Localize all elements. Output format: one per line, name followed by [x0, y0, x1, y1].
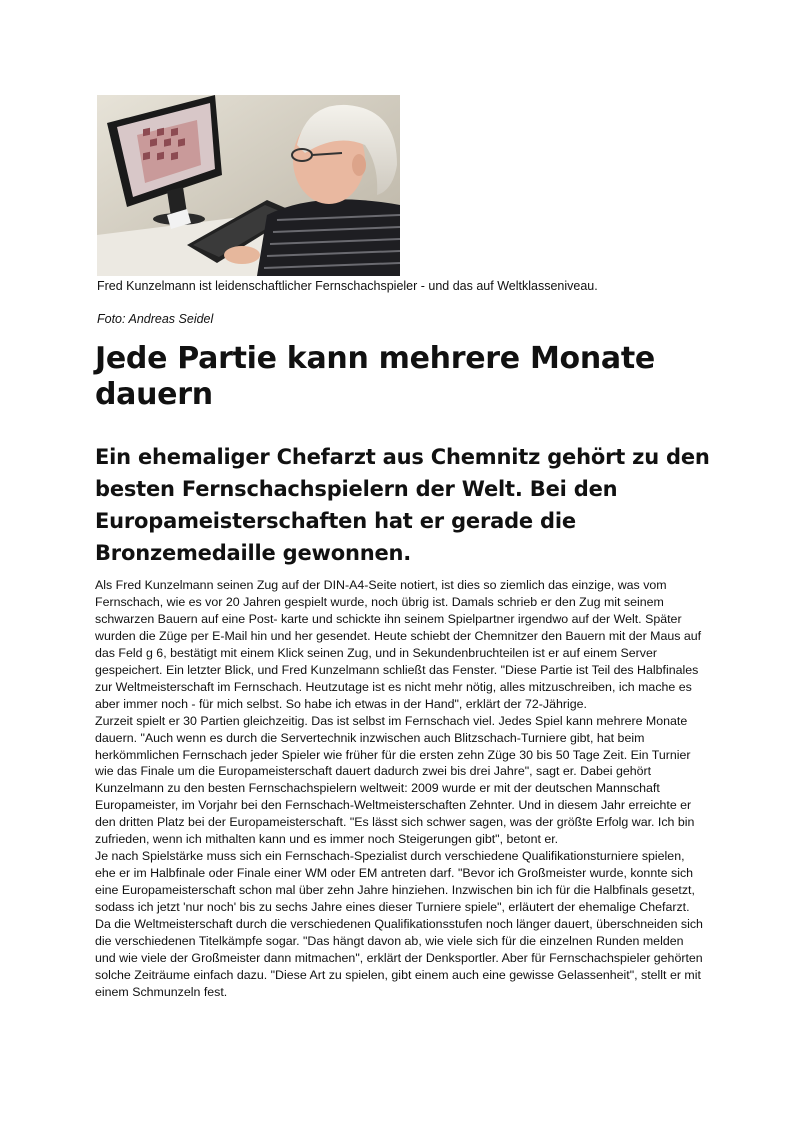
article-body	[95, 577, 707, 1001]
article-photo	[97, 95, 400, 276]
article-headline: Jede Partie kann mehrere Monate dauern	[95, 341, 655, 412]
photo-credit: Foto: Andreas Seidel	[97, 312, 214, 326]
chess-player-photo	[97, 95, 400, 276]
article-paragraph: Als Fred Kunzelmann seinen Zug auf der DIN-A4-Seite notiert, ist dies so ziemlich das einzige, was vom Fernschach, wie es vor 20 Jahren gespielt wurde, noch übrig ist. Damals schrieb er den Zug mit seinem schwarzen Bauern auf eine Post- karte und schickte ihn seinem Spielpartner irgendwo auf der Welt. Später wurden die Züge per E-Mail hin und her gesendet. Heute schiebt der Chemnitzer den Bauern mit der Maus auf das Feld g 6, bestätigt mit einem Klick seinen Zug, und in Sekundenbruchteilen ist er auf einem Server gespeichert. Ein letzter Blick, und Fred Kunzelmann schließt das Fenster. "Diese Partie ist Teil des Halbfinales zur Weltmeisterschaft im Fernschach. Heutzutage ist es nicht mehr nötig, alles mitzuschreiben, ich mache es aber immer noch - für mich selbst. So habe ich etwas in der Hand", erklärt der 72-Jährige.	[95, 578, 702, 711]
article-subheadline: Ein ehemaliger Chefarzt aus Chemnitz gehört zu den besten Fernschachspielern der Welt. Bei den Europameisterschaften hat er gerade die Bronzemedaille gewonnen.	[95, 445, 710, 565]
photo-caption: Fred Kunzelmann ist leidenschaftlicher Fernschachspieler - und das auf Weltklasseniveau.	[97, 279, 598, 293]
article-paragraph: Zurzeit spielt er 30 Partien gleichzeitig. Das ist selbst im Fernschach viel. Jedes Spiel kann mehrere Monate dauern. "Auch wenn es durch die Servertechnik inzwischen auch Blitzschach-Turniere gibt, hat beim herkömmlichen Fernschach jeder Spieler wie früher für die ersten zehn Züge 30 bis 50 Tage Zeit. Ein Turnier wie das Finale um die Europameisterschaft dauert dadurch zwei bis drei Jahre", sagt er. Dabei gehört Kunzelmann zu den besten Fernschachspielern weltweit: 2009 wurde er mit der deutschen Mannschaft Europameister, im Vorjahr bei den Fernschach-Weltmeisterschaften Zehnter. Und in diesem Jahr erreichte er den dritten Platz bei der Europameisterschaft. "Es lässt sich schwer sagen, was der größte Erfolg war. Ich bin zufrieden, wenn ich mithalten kann und es immer noch Steigerungen gibt", betont er.	[95, 713, 695, 847]
article-paragraph: Da die Weltmeisterschaft durch die verschiedenen Qualifikationsstufen noch länger dauert, überschneiden sich die verschiedenen Titelkämpfe sogar. "Das hängt davon ab, wie viele sich für die einzelnen Runden melden und wie viele der Großmeister dann mitmachen", erklärt der Denksportler. Aber für Fernschachspieler gehörten solche Zeiträume einfach dazu. "Diese Art zu spielen, gibt einem auch eine gewisse Gelassenheit", stellt er mit einem Schmunzeln fest.	[95, 917, 703, 999]
article-paragraph: Je nach Spielstärke muss sich ein Fernschach-Spezialist durch verschiedene Qualifikationsturniere spielen, ehe er im Halbfinale oder Finale einer WM oder EM antreten darf. "Bevor ich Großmeister wurde, konnte sich eine Europameisterschaft schon mal über zehn Jahre hinziehen. Inzwischen bin ich für die Halbfinals gesetzt, sodass ich jetzt 'nur noch' bis zu sechs Jahre eines dieser Turniere spiele", erläutert der ehemalige Chefarzt.	[95, 849, 695, 915]
